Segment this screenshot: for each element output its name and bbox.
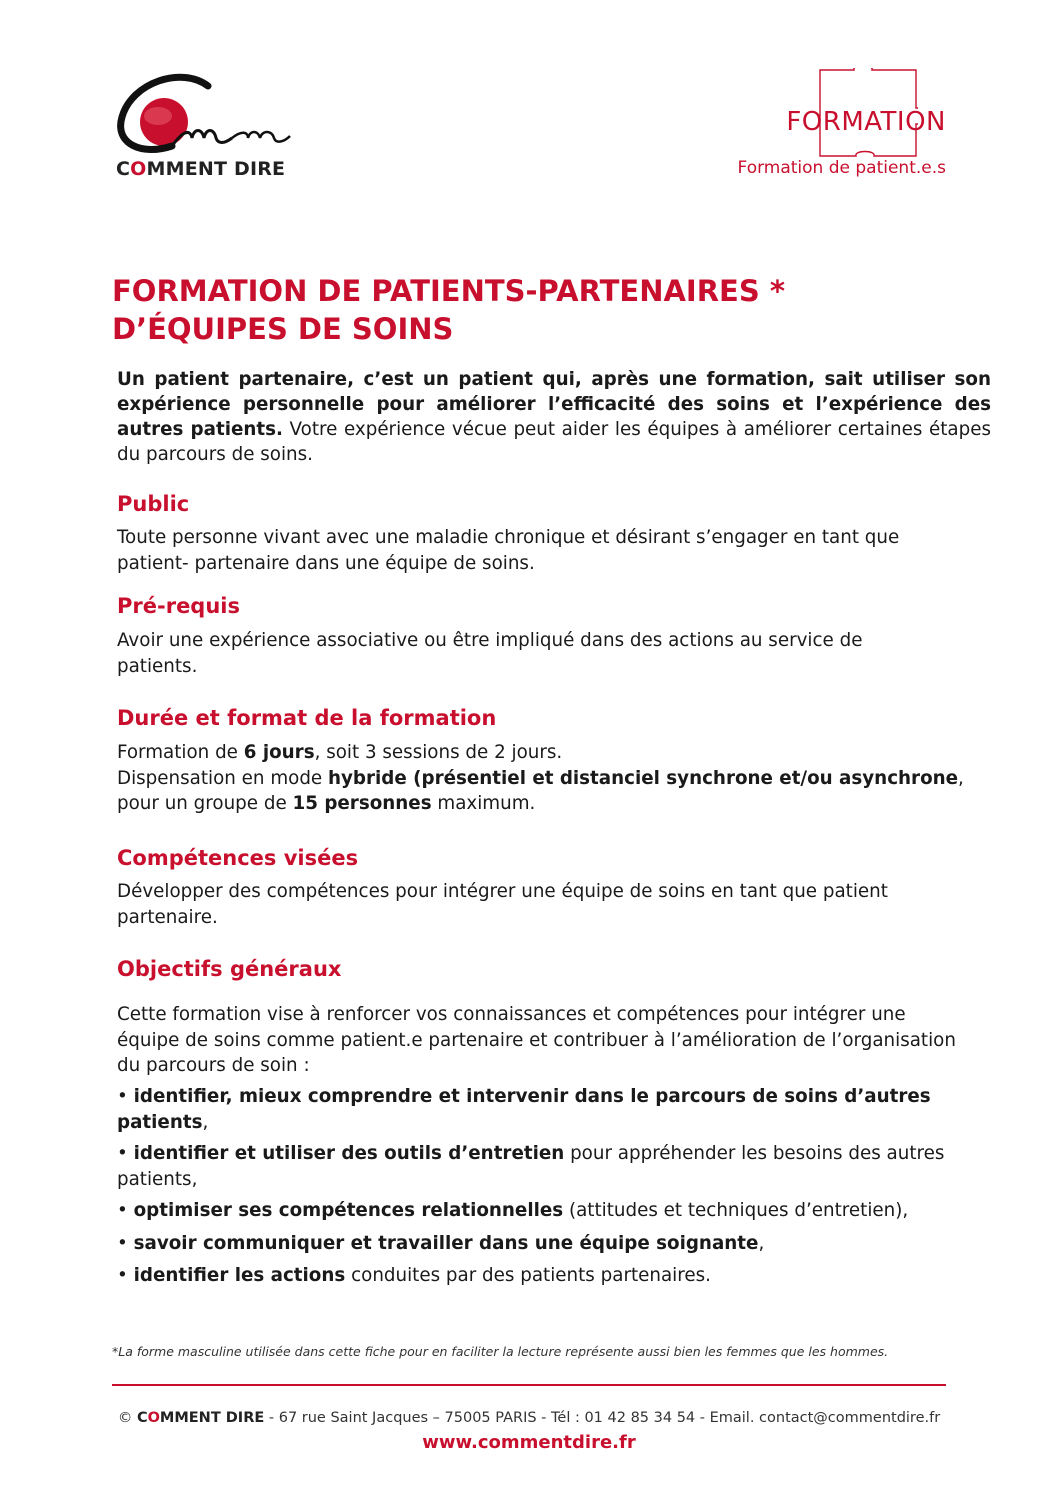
objectifs-line-2: équipe de soins comme patient.e partenaire et contribuer à l’amélioration de l’organisation	[117, 1029, 956, 1051]
b5-rest: conduites par des patients partenaires.	[345, 1265, 711, 1286]
prerequis-text	[117, 628, 997, 679]
b2-bold: identifier et utiliser des outils d’entretien	[133, 1143, 565, 1164]
duree-l2c: ,	[958, 767, 964, 789]
objectif-bullet-3	[117, 1198, 997, 1224]
b1-bold1: identifier, mieux comprendre et intervenir dans le parcours de soins d’autres	[133, 1086, 931, 1107]
objectif-bullet-5	[117, 1263, 997, 1289]
b2-rest2: patients,	[117, 1168, 198, 1190]
footer-divider	[112, 1384, 946, 1386]
bullet-char: •	[117, 1143, 128, 1164]
intro-bold: Un patient partenaire, c’est un patient qui, après une formation, sait utiliser son expérience personnelle pour améliorer l’efficacité des soins et l’expérience des autres patients.	[117, 369, 991, 440]
objectif-bullet-1	[117, 1084, 997, 1135]
duree-line-2	[117, 766, 997, 792]
objectifs-intro	[117, 1002, 997, 1079]
formation-label: FORMATION	[786, 107, 946, 137]
prerequis-line-2: patients.	[117, 655, 198, 677]
footer-contact	[0, 1410, 1058, 1426]
section-heading-prerequis: Pré-requis	[117, 594, 240, 618]
duree-l1c: , soit 3 sessions de 2 jours.	[314, 742, 563, 763]
brand-rest: MMENT DIRE	[159, 1410, 265, 1426]
copyright-symbol: ©	[117, 1410, 133, 1426]
objectif-bullet-4	[117, 1231, 997, 1257]
footer-website-link[interactable]: www.commentdire.fr	[422, 1432, 636, 1453]
public-text	[117, 525, 997, 576]
page-title	[112, 272, 785, 348]
title-line-1: FORMATION DE PATIENTS-PARTENAIRES *	[112, 274, 786, 308]
b3-bold: optimiser ses compétences relationnelles	[133, 1200, 564, 1221]
duree-l3a: pour un groupe de	[117, 793, 293, 814]
section-heading-duree: Durée et format de la formation	[117, 706, 497, 730]
brand-c: C	[136, 1410, 148, 1426]
duree-line-3	[117, 791, 997, 817]
objectif-bullet-2	[117, 1141, 997, 1192]
duree-l1a: Formation de	[117, 742, 244, 763]
section-heading-objectifs: Objectifs généraux	[117, 957, 342, 981]
duree-l2a: Dispensation en mode	[117, 767, 328, 789]
bullet-char: •	[117, 1086, 128, 1107]
duree-text	[117, 740, 997, 817]
duree-l1b: 6 jours	[243, 742, 315, 763]
b1-bold2: patients	[117, 1111, 203, 1133]
b3-rest: (attitudes et techniques d’entretien),	[563, 1200, 909, 1221]
bullet-char: •	[117, 1200, 128, 1221]
duree-l3c: maximum.	[431, 793, 536, 814]
competences-line-1: Développer des compétences pour intégrer une équipe de soins en tant que patient	[117, 881, 888, 902]
b4-bold: savoir communiquer et travailler dans une équipe soignante	[133, 1233, 759, 1254]
competences-line-2: partenaire.	[117, 906, 218, 928]
prerequis-line-1: Avoir une expérience associative ou être impliqué dans des actions au service de	[117, 630, 863, 651]
public-line-1: Toute personne vivant avec une maladie chronique et désirant s’engager en tant que	[117, 527, 900, 548]
logo-wordmark: COMMENT DIRE	[116, 158, 286, 180]
objectifs-line-1: Cette formation vise à renforcer vos connaissances et compétences pour intégrer une	[117, 1004, 906, 1025]
bullet-char: •	[117, 1265, 128, 1286]
intro-rest: Votre expérience vécue peut aider les équipes à améliorer certaines étapes du parcours de soins.	[117, 419, 991, 465]
duree-line-1	[117, 740, 997, 766]
footer-brand	[137, 1410, 264, 1426]
bullet-char: •	[117, 1233, 128, 1254]
objectifs-line-3: du parcours de soin :	[117, 1055, 310, 1076]
b1-rest: ,	[202, 1111, 209, 1133]
title-line-2: D’ÉQUIPES DE SOINS	[112, 312, 454, 346]
section-heading-competences: Compétences visées	[117, 846, 359, 870]
intro-paragraph	[117, 367, 991, 467]
duree-l2b: hybride (présentiel et distanciel synchrone et/ou asynchrone	[327, 767, 959, 789]
public-line-2: patient- partenaire dans une équipe de soins.	[117, 552, 535, 574]
b4-rest: ,	[758, 1233, 765, 1254]
footnote: *La forme masculine utilisée dans cette fiche pour en faciliter la lecture représente aussi bien les femmes que les hommes.	[112, 1344, 889, 1359]
competences-text	[117, 879, 997, 930]
section-heading-public: Public	[117, 492, 190, 516]
b5-bold: identifier les actions	[133, 1265, 346, 1286]
brand-o: O	[147, 1410, 160, 1426]
formation-subtitle: Formation de patient.e.s	[737, 158, 946, 178]
footer-address: - 67 rue Saint Jacques – 75005 PARIS - Tél : 01 42 85 34 54 - Email. contact@commentdire.fr	[264, 1410, 941, 1426]
b2-rest1: pour appréhender les besoins des autres	[564, 1143, 945, 1164]
duree-l3b: 15 personnes	[292, 793, 432, 814]
